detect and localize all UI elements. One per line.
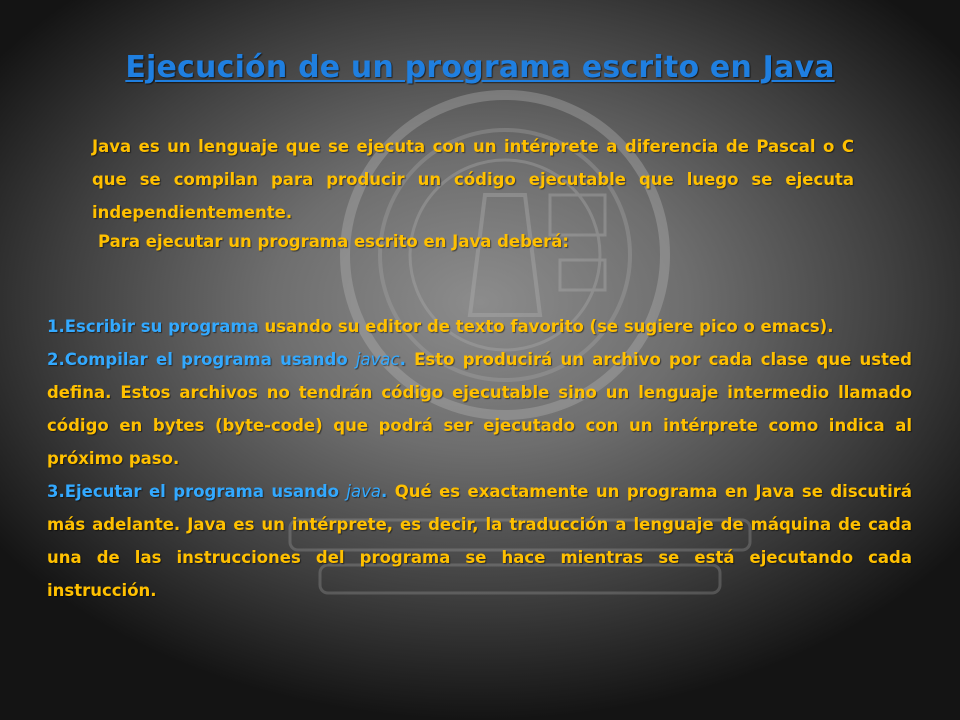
slide-title: Ejecución de un programa escrito en Java [125,50,835,85]
step-2-number: 2. [47,350,65,369]
step-3-number: 3. [47,482,65,501]
lead-sentence: Para ejecutar un programa escrito en Java deberá: [98,232,569,251]
step-1 [47,310,912,343]
steps-list [47,310,912,607]
step-2-highlight: Compilar el programa usando [64,350,356,369]
intro-paragraph: Java es un lenguaje que se ejecuta con un intérprete a diferencia de Pascal o C que se compilan para producir un código ejecutable que luego se ejecuta independientemente. [92,137,854,222]
step-2-command: javac [355,350,400,369]
step-1-text: usando su editor de texto favorito (se sugiere pico o emacs). [258,317,834,336]
step-2 [47,343,912,475]
step-2-text: Esto producirá un archivo por cada clase que usted defina. Estos archivos no tendrán código ejecutable sino un lenguaje intermedio llamado código en bytes (byte-code) que podrá ser ejecutado con un intérprete como indica al próximo paso. [47,350,912,468]
step-3 [47,475,912,607]
step-2-punct: . [399,350,406,369]
step-3-command: java [346,482,381,501]
step-1-number: 1. [47,317,65,336]
step-3-punct: . [380,482,388,501]
step-1-highlight: Escribir su programa [64,317,259,336]
step-3-highlight: Ejecutar el programa usando [64,482,347,501]
step-3-text: Qué es exactamente un programa en Java se discutirá más adelante. Java es un intérprete, es decir, la traducción a lenguaje de máquina de cada una de las instrucciones del programa se hace mientras se está ejecutando cada instrucción. [47,482,912,600]
